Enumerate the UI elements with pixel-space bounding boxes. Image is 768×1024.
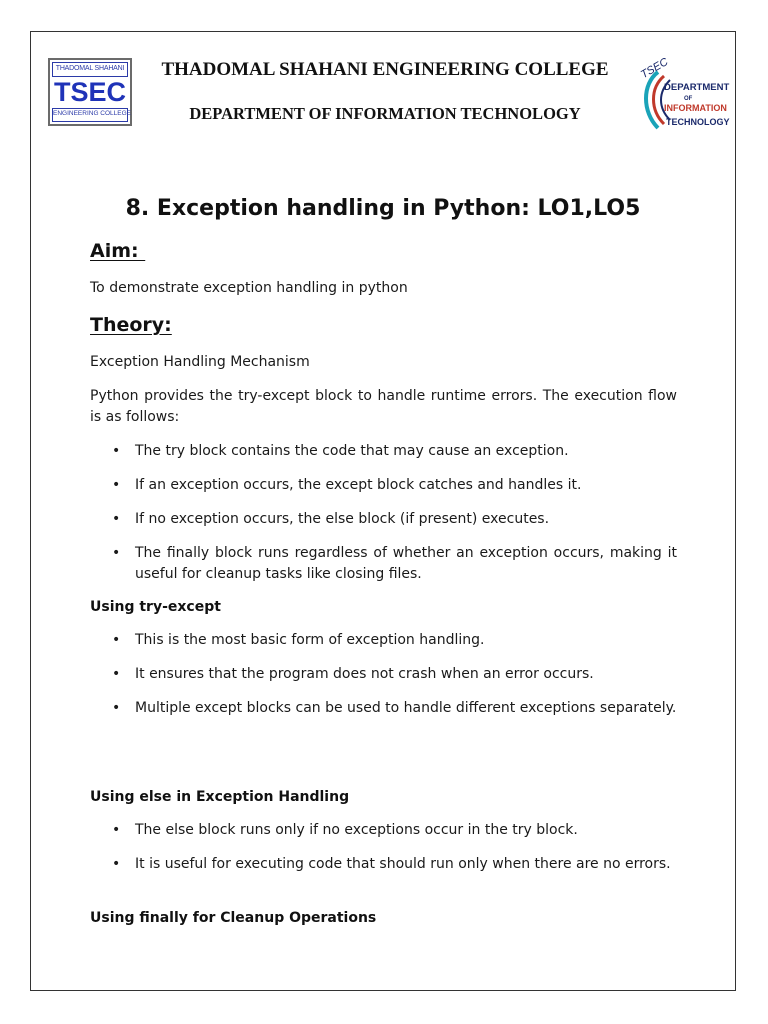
department-logo: [636, 54, 730, 136]
theory-heading: Theory:: [90, 314, 172, 336]
college-name: THADOMAL SHAHANI ENGINEERING COLLEGE: [161, 59, 609, 80]
list-item: [90, 630, 677, 651]
bullet-icon: •: [112, 511, 121, 527]
bullet-icon: •: [112, 443, 121, 459]
bullet-icon: •: [112, 822, 121, 838]
list-item-text: Multiple except blocks can be used to handle different exceptions separately.: [135, 700, 677, 716]
flow-bullet-list: [90, 441, 677, 585]
else-bullet-list: [90, 820, 677, 875]
dept-logo-arc-text: TSEC: [638, 55, 671, 82]
bullet-icon: •: [112, 666, 121, 682]
dept-logo-swoosh-red: [654, 76, 665, 124]
list-item-text: The else block runs only if no exceptions occur in the try block.: [135, 822, 578, 838]
document-title: 8. Exception handling in Python: LO1,LO5: [125, 196, 641, 221]
dept-logo-line2: OF: [684, 96, 693, 102]
dept-logo-line3: INFORMATION: [664, 103, 727, 113]
list-item: [90, 854, 677, 875]
mechanism-label: Exception Handling Mechanism: [90, 354, 310, 370]
dept-logo-swoosh-teal: [646, 72, 658, 128]
list-item: [90, 820, 677, 841]
bullet-icon: •: [112, 545, 121, 561]
else-heading: Using else in Exception Handling: [90, 789, 350, 805]
finally-heading: Using finally for Cleanup Operations: [90, 910, 377, 926]
list-item-text: If an exception occurs, the except block catches and handles it.: [135, 477, 582, 493]
list-item: [90, 475, 677, 496]
list-item-text: It is useful for executing code that should run only when there are no errors.: [135, 856, 671, 872]
logo-top-band: THADOMAL SHAHANI: [52, 62, 128, 77]
list-item-text: This is the most basic form of exception handling.: [135, 632, 485, 648]
list-item: [90, 543, 677, 585]
logo-main-text: TSEC: [53, 77, 126, 107]
bullet-icon: •: [112, 856, 121, 872]
bullet-icon: •: [112, 632, 121, 648]
list-item-text: If no exception occurs, the else block (if present) executes.: [135, 511, 550, 527]
logo-bottom-band: ENGINEERING COLLEGE: [52, 108, 128, 122]
list-item: [90, 698, 677, 719]
aim-heading: Aim:: [90, 240, 146, 262]
bullet-icon: •: [112, 477, 121, 493]
dept-logo-line1: DEPARTMENT: [664, 82, 730, 93]
bullet-icon: •: [112, 700, 121, 716]
tsec-logo: [48, 58, 132, 126]
department-name: DEPARTMENT OF INFORMATION TECHNOLOGY: [189, 104, 581, 123]
aim-text: To demonstrate exception handling in python: [90, 280, 408, 296]
dept-logo-line4: TECHNOLOGY: [666, 117, 730, 127]
list-item: [90, 441, 677, 462]
list-item: [90, 509, 677, 530]
list-item: [90, 664, 677, 685]
try-except-bullet-list: [90, 630, 677, 719]
list-item-text: It ensures that the program does not crash when an error occurs.: [135, 666, 594, 682]
list-item-text: The finally block runs regardless of whether an exception occurs, making it useful for cleanup tasks like closing files.: [135, 545, 677, 582]
list-item-text: The try block contains the code that may cause an exception.: [135, 443, 569, 459]
intro-text: Python provides the try-except block to handle runtime errors. The execution flow is as follows:: [90, 388, 677, 425]
try-except-heading: Using try-except: [90, 599, 221, 615]
